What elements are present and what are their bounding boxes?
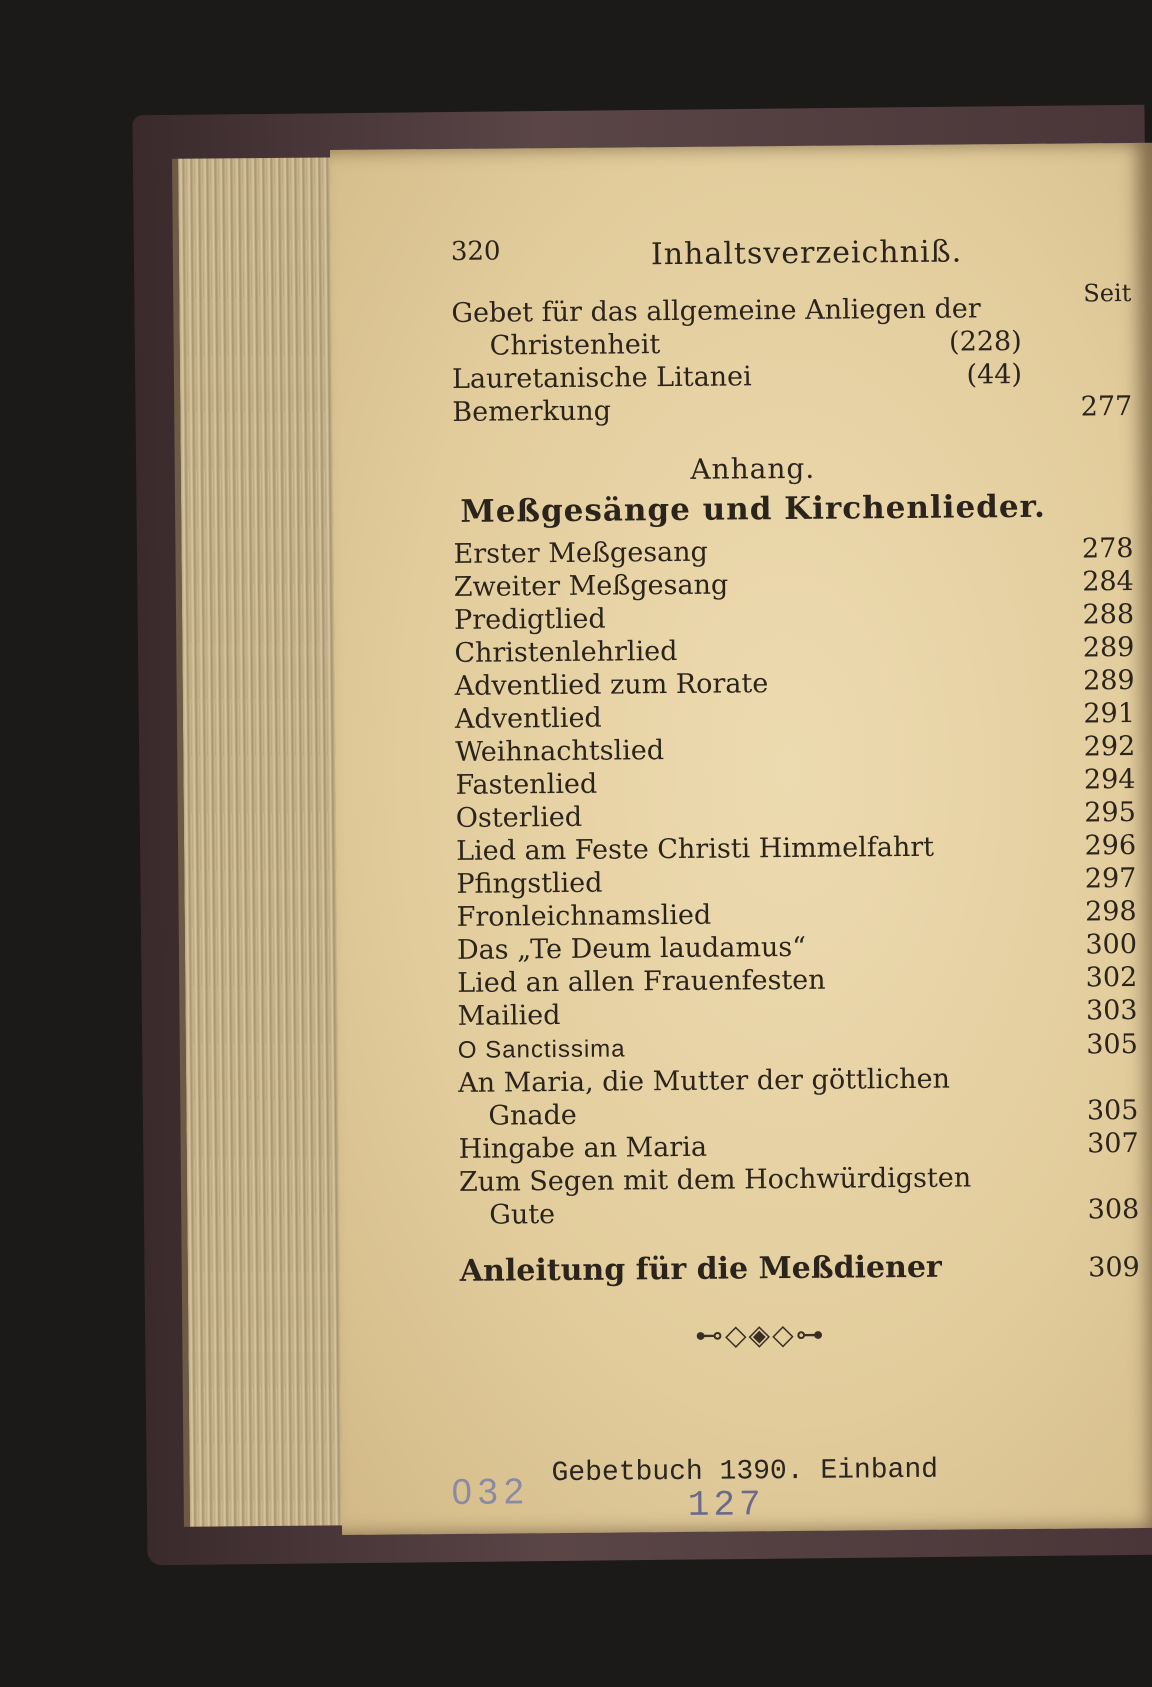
toc-entry bbox=[454, 632, 1135, 670]
toc-entry bbox=[452, 391, 1133, 429]
entry-page-number: 298 bbox=[1084, 895, 1137, 928]
toc-entry bbox=[454, 664, 1135, 703]
toc-entry bbox=[456, 928, 1138, 967]
entry-label: Hingabe an Maria bbox=[458, 1131, 708, 1165]
entry-label: Mailied bbox=[457, 1000, 561, 1032]
toc-entry bbox=[455, 763, 1136, 802]
toc-list bbox=[453, 533, 1140, 1232]
entry-label-continuation: Christenheit bbox=[489, 329, 661, 362]
entry-page-number: 307 bbox=[1087, 1127, 1139, 1160]
entry-label: Lied am Feste Christi Himmelfahrt bbox=[455, 831, 935, 867]
entry-page-number: 302 bbox=[1085, 961, 1138, 994]
entry-page-number: 284 bbox=[1082, 566, 1134, 598]
toc-entry bbox=[458, 1062, 1139, 1133]
entry-reference: (228) bbox=[948, 325, 1022, 358]
entry-page-number: 278 bbox=[1081, 533, 1134, 565]
entry-label: An Maria, die Mutter der göttlichen bbox=[458, 1063, 951, 1099]
entry-page-number: 288 bbox=[1082, 599, 1135, 631]
page-header bbox=[450, 224, 1132, 308]
entry-page-number: 297 bbox=[1084, 862, 1137, 895]
entry-label: Zum Segen mit dem Hochwürdigsten bbox=[458, 1162, 972, 1198]
page-content bbox=[450, 224, 1140, 1526]
toc-entry bbox=[453, 533, 1134, 571]
toc-entry bbox=[453, 566, 1134, 604]
column-label: Seit bbox=[1083, 279, 1132, 308]
entry-label: Das „Te Deum laudamus“ bbox=[456, 931, 807, 966]
call-number: 127 bbox=[687, 1484, 765, 1526]
entry-label: O Sanctissima bbox=[457, 1035, 626, 1064]
toc-entry bbox=[454, 697, 1136, 736]
appendix-label: Anleitung für die Meßdiener bbox=[459, 1249, 942, 1289]
entry-page-number: 303 bbox=[1085, 994, 1138, 1027]
entry-label: Erster Meßgesang bbox=[453, 536, 709, 570]
entry-label: Predigtlied bbox=[453, 603, 606, 636]
entry-page-number: 294 bbox=[1083, 763, 1136, 796]
entry-label: Fronleichnamslied bbox=[456, 899, 712, 933]
toc-entry bbox=[456, 895, 1137, 934]
entry-label: Lauretanische Litanei bbox=[451, 361, 752, 395]
entry-page-number: 289 bbox=[1082, 632, 1135, 664]
toc-entry bbox=[455, 829, 1137, 868]
entry-label: Pfingstlied bbox=[456, 867, 603, 900]
entry-page-number: 305 bbox=[1086, 1028, 1138, 1061]
entry-label: Gebet für das allgemeine Anliegen der bbox=[451, 293, 981, 329]
entry-label: Fastenlied bbox=[455, 768, 598, 801]
entry-page-number: 308 bbox=[1087, 1193, 1140, 1226]
entry-label: Zweiter Meßgesang bbox=[453, 569, 729, 603]
toc-entry bbox=[458, 1161, 1140, 1232]
appendix-entry bbox=[459, 1249, 1140, 1289]
entry-label: Adventlied zum Rorate bbox=[454, 668, 769, 702]
book-page bbox=[330, 143, 1152, 1535]
shelfmark-number: 032 bbox=[451, 1470, 530, 1512]
entry-label: Bemerkung bbox=[452, 395, 612, 428]
entry-page-number: 300 bbox=[1085, 928, 1138, 961]
catalog-stamp: Gebetbuch 1390. Einband bbox=[551, 1454, 939, 1490]
toc-entry bbox=[453, 599, 1135, 637]
toc-entry bbox=[458, 1127, 1139, 1166]
appendix-page-number: 309 bbox=[1088, 1251, 1140, 1284]
page-number: 320 bbox=[450, 236, 501, 267]
entry-page-number: 291 bbox=[1083, 697, 1136, 730]
entry-reference: (44) bbox=[966, 358, 1023, 391]
toc-entry bbox=[452, 358, 1052, 396]
entry-label: Osterlied bbox=[455, 801, 583, 834]
entry-page-number: 289 bbox=[1082, 664, 1135, 697]
toc-entry bbox=[457, 994, 1138, 1033]
entry-page-number: 305 bbox=[1086, 1094, 1139, 1127]
entry-page-number: 296 bbox=[1084, 829, 1137, 862]
toc-entry bbox=[456, 862, 1137, 901]
ornament-divider: ⊷◇◈◇⊶ bbox=[694, 1317, 826, 1352]
page-title: Inhaltsverzeichniß. bbox=[650, 234, 963, 273]
entry-page-number: 277 bbox=[1080, 391, 1133, 423]
toc-entry bbox=[455, 730, 1136, 769]
entry-label: Lied an allen Frauenfesten bbox=[457, 964, 826, 999]
entry-label: Weihnachtslied bbox=[455, 735, 665, 768]
toc-entry bbox=[457, 961, 1138, 1000]
toc-entry bbox=[451, 292, 1052, 363]
entry-label-continuation: Gute bbox=[489, 1199, 556, 1231]
toc-entry bbox=[455, 796, 1136, 835]
entry-page-number: 292 bbox=[1083, 730, 1136, 763]
entry-label-continuation: Gnade bbox=[488, 1099, 577, 1132]
section-subtitle: Meßgesänge und Kirchenlieder. bbox=[460, 488, 1047, 530]
toc-entry bbox=[457, 1028, 1138, 1067]
entry-label: Christenlehrlied bbox=[454, 635, 678, 669]
section-title: Anhang. bbox=[690, 451, 816, 486]
entry-page-number: 295 bbox=[1084, 796, 1136, 829]
entry-label: Adventlied bbox=[454, 702, 602, 735]
